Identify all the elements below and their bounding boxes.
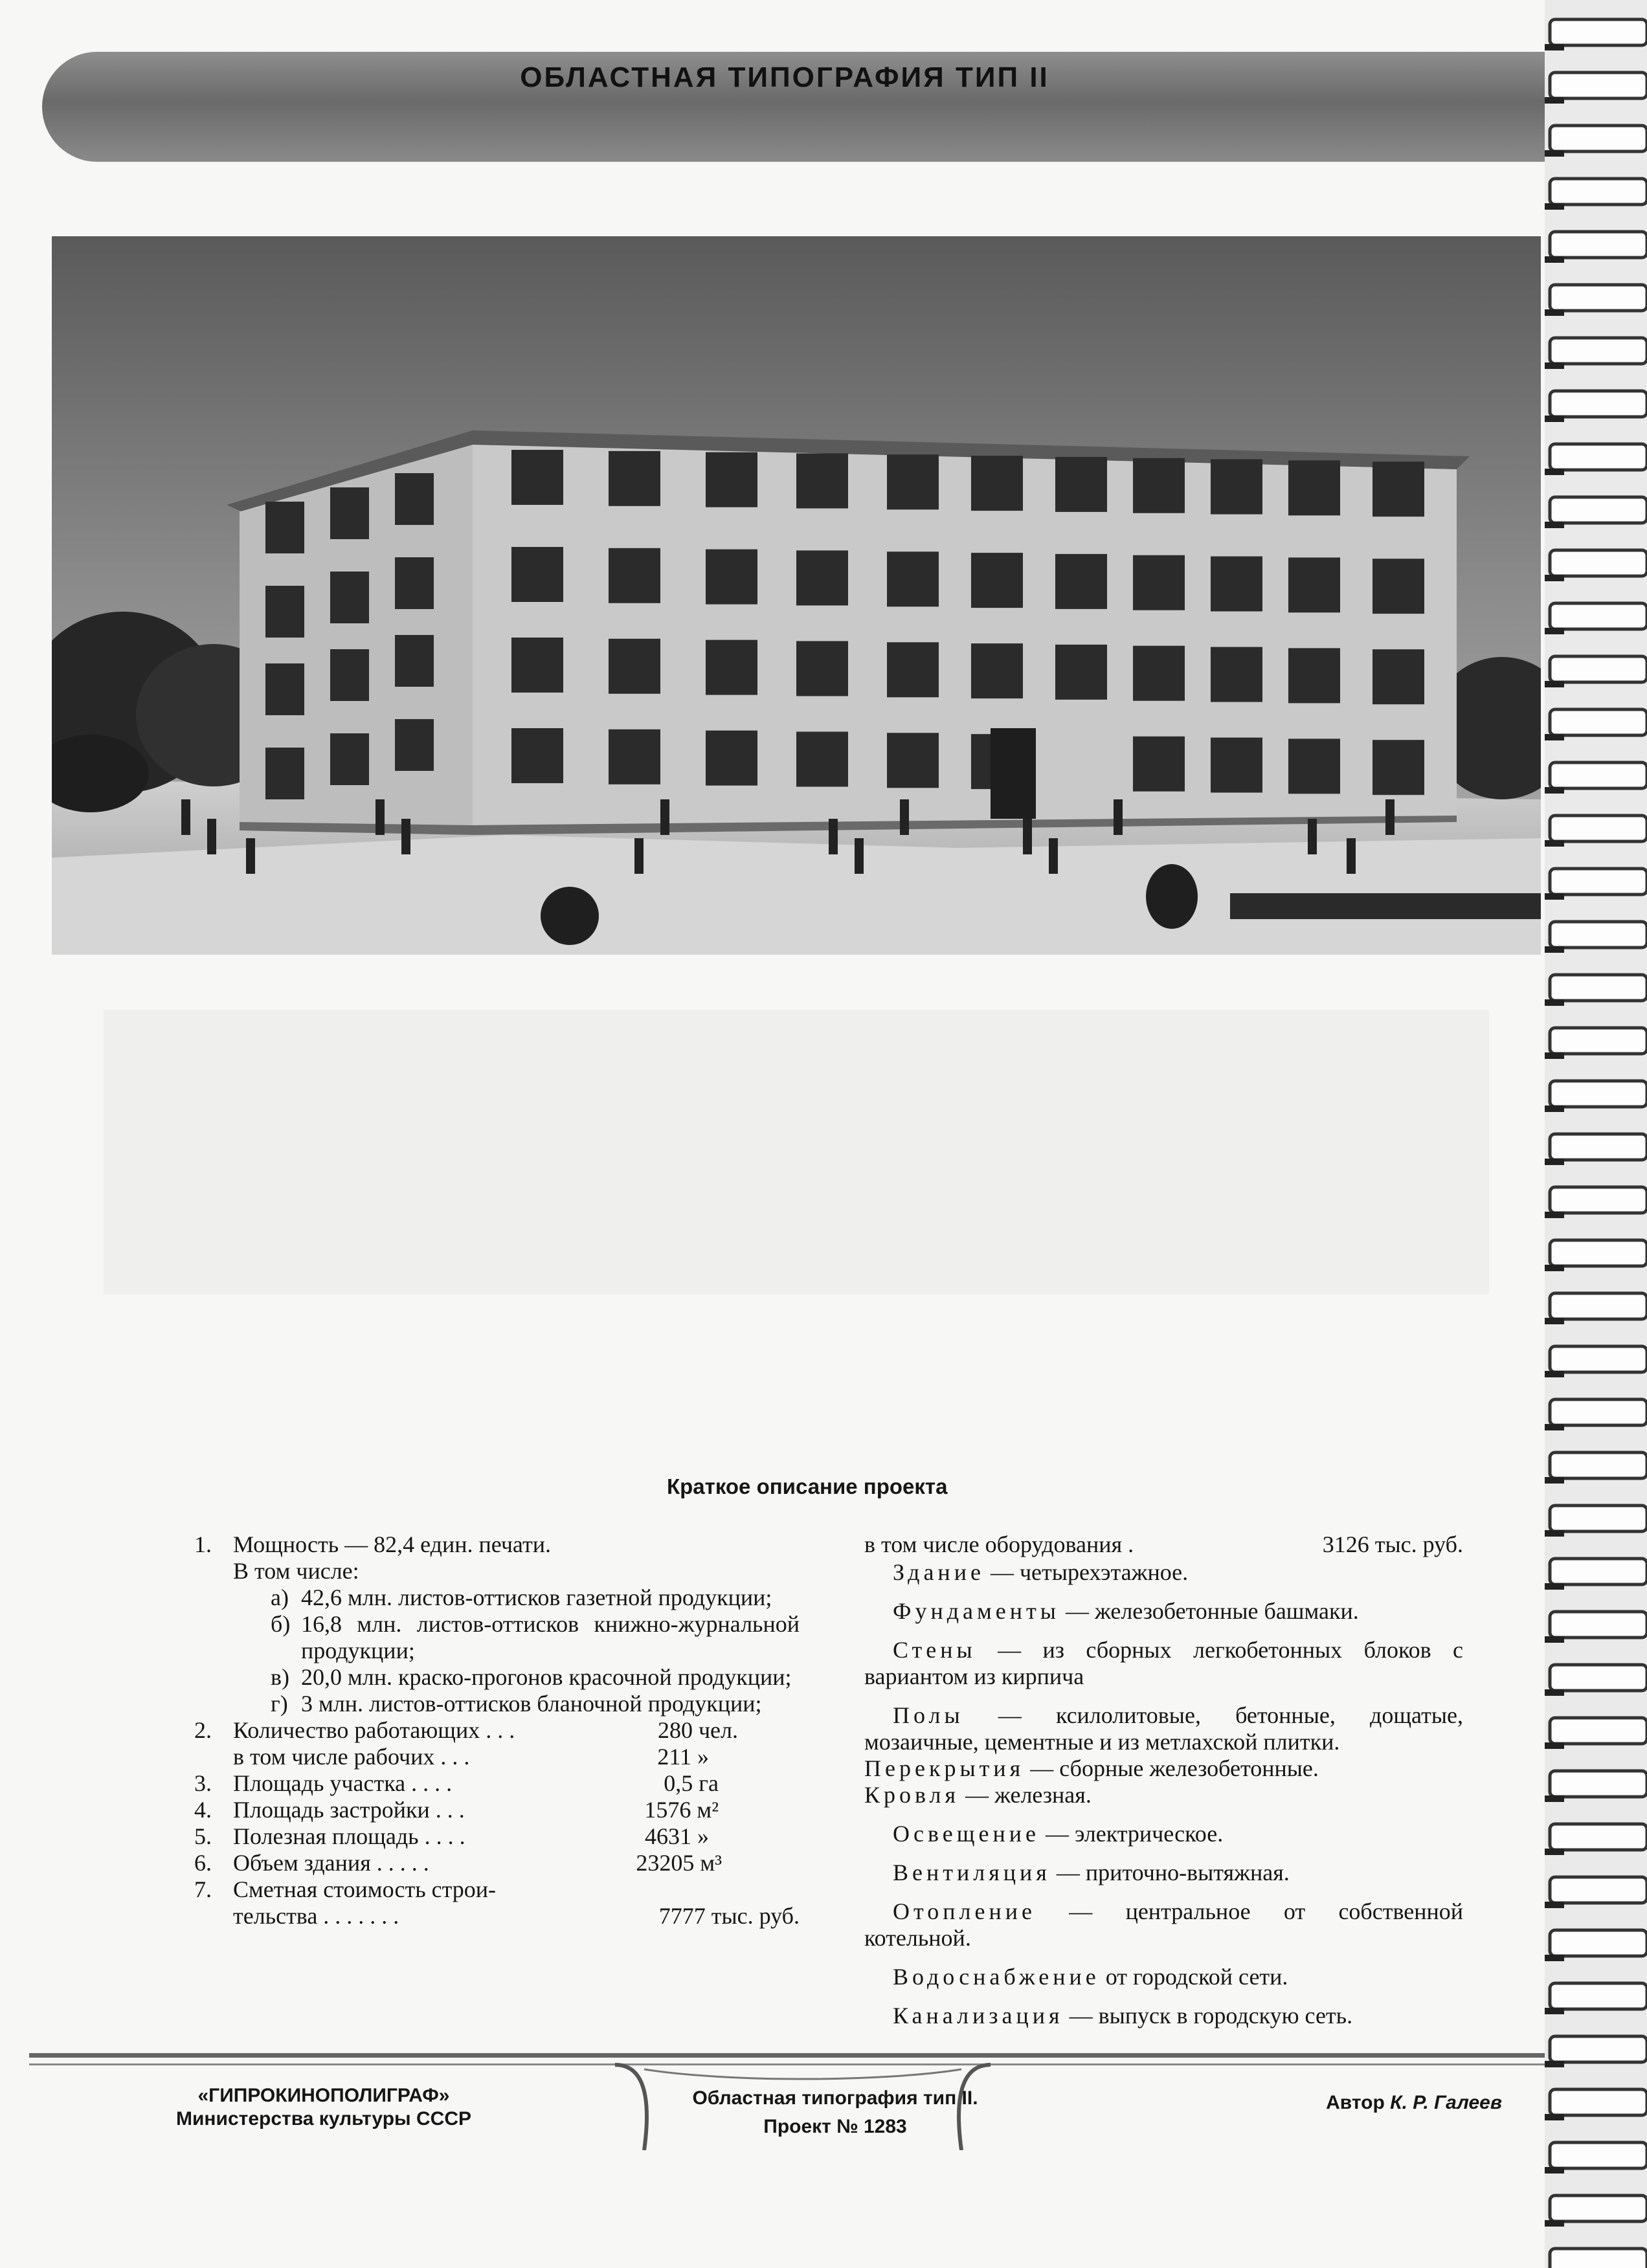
window bbox=[1133, 458, 1185, 513]
binding-hole bbox=[1545, 1052, 1564, 1059]
equipment-line bbox=[864, 1531, 1463, 1558]
binding-ring bbox=[1550, 2142, 1647, 2168]
spec-walls bbox=[864, 1637, 1463, 1690]
binding-hole bbox=[1545, 1689, 1564, 1696]
binding-hole bbox=[1545, 469, 1564, 475]
spec-item bbox=[194, 1770, 800, 1797]
window bbox=[1211, 557, 1262, 612]
binding-ring bbox=[1550, 762, 1647, 788]
window bbox=[609, 451, 660, 506]
person bbox=[181, 799, 190, 835]
binding-hole bbox=[1545, 416, 1564, 422]
binding-ring bbox=[1550, 1293, 1647, 1319]
binding-ring bbox=[1550, 1081, 1647, 1107]
term: Освещение bbox=[893, 1821, 1040, 1847]
spec-item bbox=[194, 1797, 800, 1823]
binding-hole bbox=[1545, 1477, 1564, 1484]
binding-hole bbox=[1545, 1530, 1564, 1537]
sub-item-letter: а) bbox=[271, 1584, 289, 1610]
binding-hole bbox=[1545, 1318, 1564, 1324]
term-text: — ксилолитовые, бетонные, дощатые, мозаичные, цементные и из метлахской плитки. bbox=[864, 1702, 1463, 1755]
window bbox=[1211, 647, 1262, 702]
binding-ring bbox=[1550, 550, 1647, 576]
equipment-value: 3126 тыс. руб. bbox=[1322, 1531, 1463, 1557]
window bbox=[796, 453, 848, 508]
binding-hole bbox=[1545, 2061, 1564, 2067]
window bbox=[265, 586, 304, 638]
sub-item bbox=[194, 1611, 800, 1664]
person bbox=[900, 799, 909, 835]
term: Здание bbox=[893, 1559, 985, 1585]
window bbox=[1133, 555, 1185, 610]
spec-ventilation bbox=[864, 1860, 1463, 1886]
term: Отопление bbox=[893, 1898, 1036, 1924]
term-text: — из сборных легкобетонных блоков с вариантом из кирпича bbox=[864, 1637, 1463, 1689]
term: Водоснабжение bbox=[893, 1964, 1100, 1990]
binding-ring bbox=[1550, 1665, 1647, 1691]
sub-item-text: 16,8 млн. листов-оттисков книжно-журнальной продукции; bbox=[301, 1611, 800, 1663]
binding-ring bbox=[1550, 1506, 1647, 1531]
term: Кровля bbox=[864, 1782, 960, 1808]
item-value: 0,5 га bbox=[664, 1770, 719, 1796]
person bbox=[1049, 838, 1058, 874]
specs-right-column bbox=[864, 1531, 1463, 2041]
spec-building bbox=[864, 1559, 1463, 1586]
item-value: 211 » bbox=[657, 1744, 709, 1770]
window bbox=[971, 643, 1023, 698]
window bbox=[1055, 645, 1107, 700]
spec-item bbox=[194, 1823, 800, 1850]
binding-hole bbox=[1545, 787, 1564, 794]
window bbox=[1211, 738, 1262, 793]
blank-area bbox=[104, 1010, 1489, 1295]
binding-ring bbox=[1550, 1399, 1647, 1425]
sub-item bbox=[194, 1584, 800, 1611]
binding-ring bbox=[1550, 1718, 1647, 1744]
item-number: 6. bbox=[194, 1850, 212, 1876]
sub-item-letter: б) bbox=[271, 1611, 291, 1637]
footer-project bbox=[654, 2084, 1016, 2141]
term: Вентиляция bbox=[893, 1860, 1051, 1885]
sub-item-letter: в) bbox=[271, 1664, 289, 1690]
term: Фундаменты bbox=[893, 1598, 1060, 1624]
term: Полы bbox=[893, 1702, 964, 1728]
binding-hole bbox=[1545, 362, 1564, 369]
binding-ring bbox=[1550, 1877, 1647, 1903]
window bbox=[330, 733, 369, 785]
spec-item bbox=[194, 1531, 800, 1558]
person bbox=[1114, 799, 1123, 835]
binding-hole bbox=[1545, 2114, 1564, 2120]
binding-ring bbox=[1550, 1559, 1647, 1584]
window bbox=[887, 454, 939, 509]
window bbox=[330, 572, 369, 623]
binding-hole bbox=[1545, 256, 1564, 263]
binding-hole bbox=[1545, 1636, 1564, 1643]
binding-hole bbox=[1545, 1742, 1564, 1749]
window bbox=[330, 487, 369, 539]
window bbox=[1288, 739, 1340, 794]
window bbox=[706, 731, 757, 786]
spec-water bbox=[864, 1964, 1463, 1990]
item-text: Количество работающих . . . bbox=[233, 1717, 515, 1743]
binding-ring bbox=[1550, 816, 1647, 841]
spec-item bbox=[194, 1717, 800, 1744]
item-number: 4. bbox=[194, 1797, 212, 1823]
binding-ring bbox=[1550, 2036, 1647, 2062]
spec-item bbox=[194, 1558, 800, 1584]
item-text: В том числе: bbox=[233, 1558, 359, 1584]
binding-ring bbox=[1550, 1771, 1647, 1797]
binding-ring bbox=[1550, 1134, 1647, 1160]
sub-item-letter: г) bbox=[271, 1691, 288, 1717]
sub-item-text: 3 млн. листов-оттисков бланочной продукции; bbox=[301, 1691, 762, 1717]
window bbox=[265, 748, 304, 799]
window bbox=[1055, 554, 1107, 609]
page-title: ОБЛАСТНАЯ ТИПОГРАФИЯ ТИП II bbox=[520, 61, 1049, 93]
binding-ring bbox=[1550, 2196, 1647, 2221]
sub-item bbox=[194, 1691, 800, 1717]
binding-ring bbox=[1550, 656, 1647, 682]
term-text: — сборные железобетонные. bbox=[1030, 1755, 1319, 1781]
spec-lighting bbox=[864, 1821, 1463, 1847]
window bbox=[265, 502, 304, 553]
window bbox=[706, 550, 757, 605]
binding-ring bbox=[1550, 19, 1647, 45]
person bbox=[246, 838, 255, 874]
item-number: 3. bbox=[194, 1770, 212, 1796]
binding-hole bbox=[1545, 2167, 1564, 2174]
term: Стены bbox=[893, 1637, 976, 1663]
binding-hole bbox=[1545, 1902, 1564, 1908]
binding-ring bbox=[1550, 179, 1647, 205]
window bbox=[1372, 559, 1424, 614]
term: Перекрытия bbox=[864, 1755, 1025, 1781]
binding-ring bbox=[1550, 1452, 1647, 1478]
binding-hole bbox=[1545, 2220, 1564, 2227]
section-title: Краткое описание проекта bbox=[667, 1474, 948, 1498]
window bbox=[1372, 649, 1424, 704]
project-number: Проект № 1283 bbox=[763, 2116, 907, 2137]
footer-author bbox=[1230, 2092, 1502, 2114]
window bbox=[395, 635, 434, 687]
item-text: Площадь застройки . . . bbox=[233, 1797, 465, 1823]
spec-roof bbox=[864, 1782, 1463, 1808]
person bbox=[1023, 819, 1032, 854]
binding-ring bbox=[1550, 1346, 1647, 1372]
term-text: — четырехэтажное. bbox=[990, 1559, 1189, 1585]
window bbox=[887, 642, 939, 697]
binding-hole bbox=[1545, 522, 1564, 528]
organization-ministry: Министерства культуры СССР bbox=[175, 2108, 471, 2129]
binding-hole bbox=[1545, 44, 1564, 50]
spec-item bbox=[194, 1903, 800, 1929]
window bbox=[511, 728, 563, 783]
term-text: от городской сети. bbox=[1105, 1964, 1288, 1990]
author-name: К. Р. Галеев bbox=[1390, 2092, 1502, 2113]
spec-item bbox=[194, 1744, 800, 1770]
binding-hole bbox=[1545, 203, 1564, 210]
item-value: 23205 м³ bbox=[636, 1850, 722, 1876]
spec-heating bbox=[864, 1898, 1463, 1951]
binding-hole bbox=[1545, 150, 1564, 157]
author-label: Автор bbox=[1326, 2092, 1385, 2113]
window bbox=[1211, 460, 1262, 515]
window bbox=[395, 557, 434, 609]
binding-ring bbox=[1550, 1240, 1647, 1266]
item-number: 5. bbox=[194, 1823, 212, 1849]
binding-ring bbox=[1550, 1824, 1647, 1850]
item-text: тельства . . . . . . . bbox=[233, 1903, 399, 1929]
binding-ring bbox=[1550, 1028, 1647, 1054]
window bbox=[395, 473, 434, 525]
binding-ring bbox=[1550, 391, 1647, 417]
binding-ring bbox=[1550, 869, 1647, 895]
binding-hole bbox=[1545, 1212, 1564, 1218]
binding-ring bbox=[1550, 497, 1647, 523]
binding-ring bbox=[1550, 1187, 1647, 1213]
person bbox=[401, 819, 410, 854]
item-text: Объем здания . . . . . bbox=[233, 1850, 429, 1876]
binding-ring bbox=[1550, 2249, 1647, 2268]
term: Канализация bbox=[893, 2003, 1064, 2029]
building-illustration bbox=[52, 236, 1541, 955]
window bbox=[1288, 460, 1340, 515]
window bbox=[511, 547, 563, 602]
item-value: 4631 » bbox=[645, 1823, 709, 1849]
binding-hole bbox=[1545, 734, 1564, 740]
window bbox=[609, 729, 660, 784]
sub-item bbox=[194, 1664, 800, 1691]
binding-hole bbox=[1545, 1424, 1564, 1430]
window bbox=[971, 456, 1023, 511]
item-text: Сметная стоимость строи- bbox=[233, 1876, 497, 1902]
spiral-binding bbox=[1545, 0, 1647, 2268]
window bbox=[971, 553, 1023, 608]
person bbox=[855, 838, 864, 874]
window bbox=[796, 731, 848, 786]
person bbox=[1308, 819, 1317, 854]
item-value: 280 чел. bbox=[657, 1717, 738, 1743]
binding-ring bbox=[1550, 603, 1647, 629]
term-text: — железная. bbox=[965, 1782, 1092, 1808]
binding-ring bbox=[1550, 975, 1647, 1001]
project-title: Областная типография тип II. bbox=[692, 2087, 978, 2109]
binding-hole bbox=[1545, 1106, 1564, 1112]
window bbox=[609, 639, 660, 694]
window bbox=[1055, 457, 1107, 512]
spec-sewerage bbox=[864, 2003, 1463, 2029]
binding-ring bbox=[1550, 1612, 1647, 1638]
item-value: 1576 м² bbox=[644, 1797, 719, 1823]
item-value: 7777 тыс. руб. bbox=[658, 1903, 800, 1929]
person bbox=[660, 799, 669, 835]
binding-ring bbox=[1550, 709, 1647, 735]
binding-hole bbox=[1545, 681, 1564, 687]
binding-ring bbox=[1550, 285, 1647, 311]
person bbox=[1347, 838, 1356, 874]
sub-item-text: 42,6 млн. листов-оттисков газетной продукции; bbox=[301, 1584, 772, 1610]
term-text: — выпуск в городскую сеть. bbox=[1069, 2003, 1353, 2029]
building-illustration-svg bbox=[52, 236, 1541, 955]
person bbox=[634, 838, 644, 874]
person bbox=[375, 799, 385, 835]
term-text: — электрическое. bbox=[1045, 1821, 1224, 1847]
binding-hole bbox=[1545, 628, 1564, 634]
binding-ring bbox=[1550, 444, 1647, 470]
binding-hole bbox=[1545, 1796, 1564, 1802]
window bbox=[706, 640, 757, 695]
term-text: — приточно-вытяжная. bbox=[1056, 1860, 1290, 1885]
person bbox=[829, 819, 838, 854]
window bbox=[609, 548, 660, 603]
item-number: 7. bbox=[194, 1876, 212, 1902]
binding-hole bbox=[1545, 946, 1564, 953]
window bbox=[511, 638, 563, 693]
spec-slabs bbox=[864, 1755, 1463, 1782]
term-text: — железобетонные башмаки. bbox=[1065, 1598, 1359, 1624]
binding-ring bbox=[1550, 1983, 1647, 2009]
binding-hole bbox=[1545, 1583, 1564, 1590]
binding-hole bbox=[1545, 1371, 1564, 1377]
spec-item bbox=[194, 1850, 800, 1876]
window bbox=[395, 719, 434, 771]
window bbox=[1372, 461, 1424, 517]
window bbox=[511, 450, 563, 505]
binding-hole bbox=[1545, 999, 1564, 1006]
binding-hole bbox=[1545, 1955, 1564, 1961]
window bbox=[330, 649, 369, 701]
person bbox=[1385, 799, 1395, 835]
binding-ring bbox=[1550, 232, 1647, 258]
window bbox=[1288, 648, 1340, 703]
binding-hole bbox=[1545, 1265, 1564, 1271]
term-text: — центральное от собственной котельной. bbox=[864, 1898, 1464, 1951]
window bbox=[706, 452, 757, 507]
binding-hole bbox=[1545, 2008, 1564, 2014]
binding-ring bbox=[1550, 126, 1647, 151]
window bbox=[796, 550, 848, 605]
item-text: Полезная площадь . . . . bbox=[233, 1823, 465, 1849]
binding-hole bbox=[1545, 1849, 1564, 1855]
window bbox=[1133, 646, 1185, 701]
item-text: Площадь участка . . . . bbox=[233, 1770, 453, 1796]
item-text: Мощность — 82,4 един. печати. bbox=[233, 1531, 551, 1557]
binding-hole bbox=[1545, 97, 1564, 104]
organization-name: «ГИПРОКИНОПОЛИГРАФ» bbox=[197, 2085, 450, 2106]
binding-ring bbox=[1550, 72, 1647, 98]
binding-ring bbox=[1550, 922, 1647, 948]
item-text: в том числе рабочих . . . bbox=[233, 1744, 470, 1770]
item-number: 2. bbox=[194, 1717, 212, 1743]
binding-hole bbox=[1545, 840, 1564, 847]
binding-ring bbox=[1550, 338, 1647, 364]
item-number: 1. bbox=[194, 1531, 212, 1557]
window bbox=[1133, 737, 1185, 792]
sub-item-text: 20,0 млн. краско-прогонов красочной продукции; bbox=[301, 1664, 792, 1690]
window bbox=[887, 551, 939, 606]
binding-hole bbox=[1545, 575, 1564, 581]
window bbox=[796, 641, 848, 696]
binding-hole bbox=[1545, 309, 1564, 316]
equipment-text: в том числе оборудования . bbox=[864, 1531, 1134, 1557]
window bbox=[887, 733, 939, 788]
spec-floors bbox=[864, 1702, 1463, 1755]
footer-organization bbox=[123, 2084, 524, 2131]
window bbox=[1372, 740, 1424, 795]
binding-ring bbox=[1550, 2089, 1647, 2115]
window bbox=[265, 663, 304, 715]
binding-hole bbox=[1545, 893, 1564, 900]
binding-ring bbox=[1550, 1930, 1647, 1956]
spec-item bbox=[194, 1876, 800, 1903]
window bbox=[1288, 557, 1340, 612]
binding-hole bbox=[1545, 1159, 1564, 1165]
person bbox=[207, 819, 216, 854]
specs-left-column bbox=[194, 1531, 800, 1929]
spec-foundation bbox=[864, 1598, 1463, 1625]
